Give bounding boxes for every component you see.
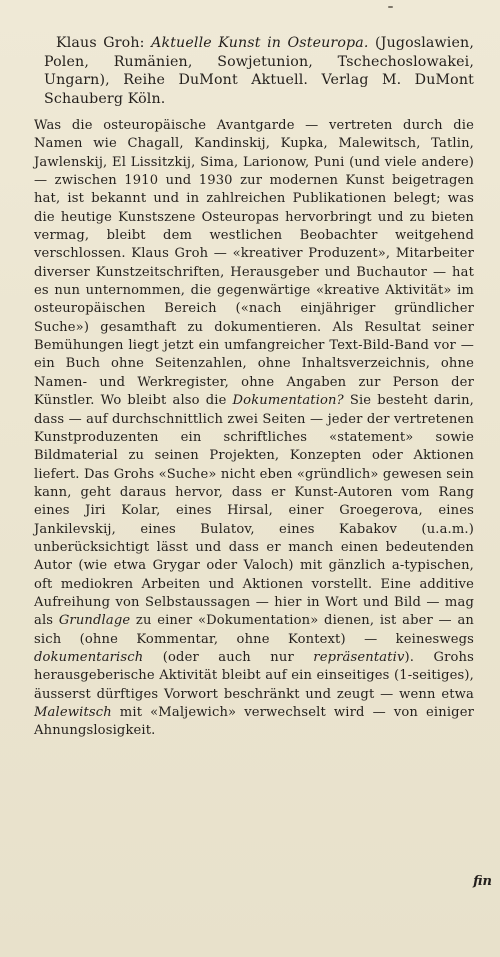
review-text-2: Sie besteht darin, dass — auf durchschnittlich zwei Seiten — jeder der vertretenen Kunstproduzenten ein schriftliches «statement» sowie Bildmaterial zu seinen Projekten, Konzepten oder Aktionen liefert. Das Grohs «Suche» nicht eben «gründlich» gewesen sein kann, geht daraus hervor, dass er Kunst-Autoren vom Rang eines Jiri Kolar, eines Hirsal, einer Groegerova, eines Jankilevskij, eines Bulatov, eines Kabakov (u.a.m.) unberücksichtigt lässt und dass er manch einen bedeutenden Autor (wie etwa Grygar oder Valoch) mit gänzlich a-typischen, oft mediokren Arbeiten und Aktionen vorstellt. Eine additive Aufreihung von Selbstaussagen — hier in Wort und Bild — mag als	[34, 393, 474, 629]
review-header	[34, 34, 474, 108]
review-body	[34, 117, 474, 741]
emphasis-grundlage: Grundlage	[58, 613, 131, 629]
end-mark: fin	[473, 874, 492, 889]
review-text-1: Was die osteuropäische Avantgarde — vertreten durch die Namen wie Chagall, Kandinskij, Kupka, Malewitsch, Tatlin, Jawlenskij, El Lissitzkij, Sima, Larionow, Puni (und viele andere) — zwischen 1910 und 1930 zur modernen Kunst beigetragen hat, ist bekannt und in zahlreichen Publikationen belegt; was die heutige Kunstszene Osteuropas hervorbringt und zu bieten vermag, bleibt dem westlichen Beobachter weitgehend verschlossen. Klaus Groh — «kreativer Produzent», Mitarbeiter diverser Kunstzeitschriften, Herausgeber und Buchautor — hat es nun unternommen, die gegenwärtige «kreative Aktivität» im osteuropäischen Bereich («nach einjähriger gründlicher Suche») gesamthaft zu dokumentieren. Als Resultat seiner Bemühungen liegt jetzt ein umfangreicher Text-Bild-Band vor — ein Buch ohne Seitenzahlen, ohne Inhaltsverzeichnis, ohne Namen- und Werkregister, ohne Angaben zur Person der Künstler. Wo bleibt also die	[34, 118, 474, 409]
book-author: Klaus Groh:	[56, 35, 145, 51]
emphasis-dokumentation: Dokumentation?	[232, 393, 344, 409]
publication-details: (Jugoslawien, Polen, Rumänien, Sowjetunion, Tschechoslowakei, Ungarn), Reihe DuMont Aktuell. Verlag M. DuMont Schauberg Köln.	[44, 35, 474, 107]
print-speck	[388, 6, 393, 8]
review-text-6: mit «Maljewich» verwechselt wird — von einiger Ahnungslosigkeit.	[34, 705, 474, 739]
emphasis-malewitsch: Malewitsch	[34, 705, 112, 720]
review-text-4: (oder auch nur	[143, 649, 314, 665]
review-text-3: zu einer «Dokumentation» dienen, ist aber — an sich (ohne Kommentar, ohne Kontext) — keineswegs	[34, 613, 474, 647]
emphasis-dokumentarisch: dokumentarisch	[34, 649, 144, 665]
emphasis-repraesentativ: repräsentativ	[313, 649, 405, 665]
book-title: Aktuelle Kunst in Osteuropa.	[151, 35, 369, 51]
book-review	[34, 34, 474, 741]
review-text-5: ). Grohs herausgeberische Aktivität bleibt auf ein einseitiges (1-seitiges), äusserst dürftiges Vorwort beschränkt und zeugt — wenn etwa	[34, 649, 474, 702]
